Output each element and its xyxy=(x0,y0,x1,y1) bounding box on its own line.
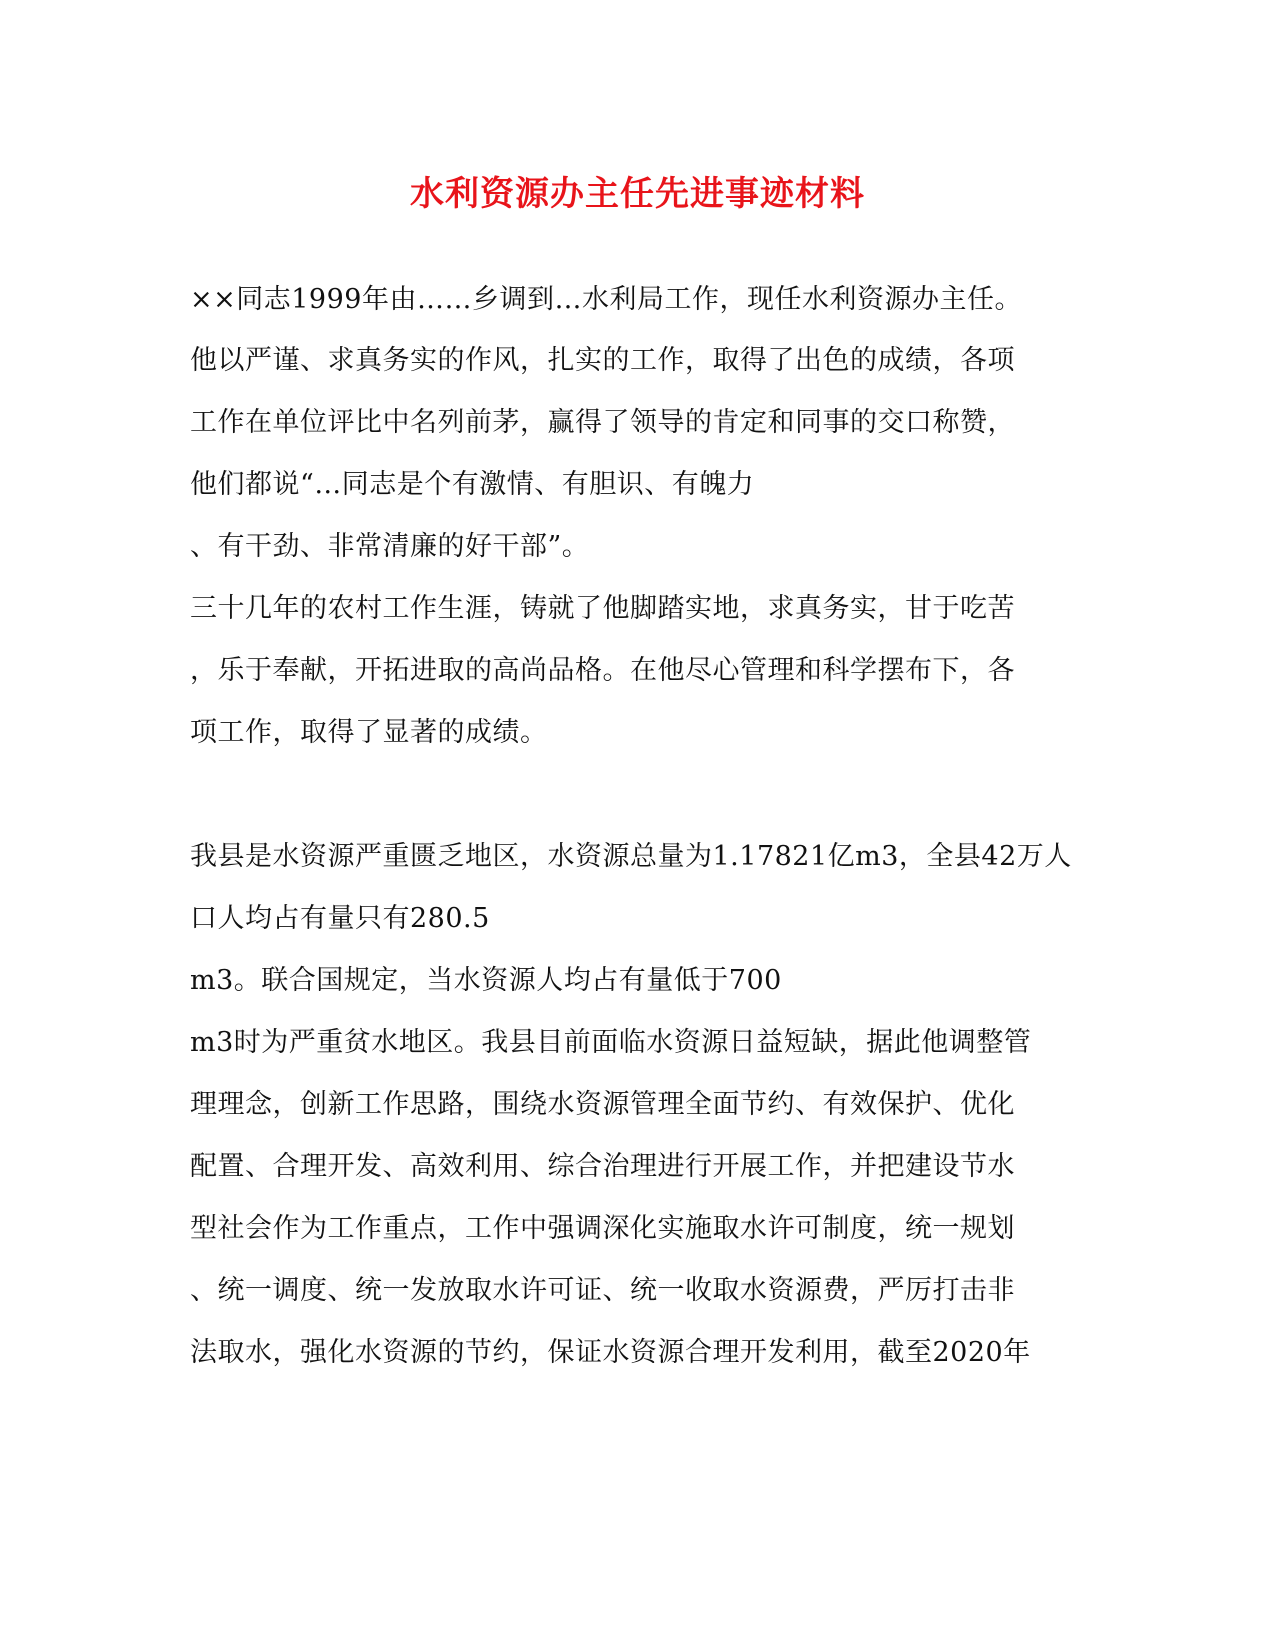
document-title: 水利资源办主任先进事迹材料 xyxy=(410,174,865,214)
body-line: 他以严谨、求真务实的作风，扎实的工作，取得了出色的成绩，各项 xyxy=(190,345,1015,376)
body-line: ，乐于奉献，开拓进取的高尚品格。在他尽心管理和科学摆布下，各 xyxy=(190,655,1015,686)
body-line: 我县是水资源严重匮乏地区，水资源总量为1.17821亿m3，全县42万人 xyxy=(190,841,1072,872)
body-line: ××同志1999年由……乡调到…水利局工作，现任水利资源办主任。 xyxy=(190,284,1022,315)
body-line: m3时为严重贫水地区。我县目前面临水资源日益短缺，据此他调整管 xyxy=(190,1027,1032,1058)
body-line: 工作在单位评比中名列前茅，赢得了领导的肯定和同事的交口称赞， xyxy=(190,407,1015,438)
body-line: m3。联合国规定，当水资源人均占有量低于700 xyxy=(190,965,782,996)
body-line: 他们都说“…同志是个有激情、有胆识、有魄力 xyxy=(190,469,755,500)
body-line: 型社会作为工作重点，工作中强调深化实施取水许可制度，统一规划 xyxy=(190,1213,1015,1244)
body-line: 口人均占有量只有280.5 xyxy=(190,903,490,934)
body-line: 、有干劲、非常清廉的好干部”。 xyxy=(190,531,590,562)
body-line: 法取水，强化水资源的节约，保证水资源合理开发利用，截至2020年 xyxy=(190,1337,1031,1368)
body-line: 项工作，取得了显著的成绩。 xyxy=(190,717,548,748)
body-line: 配置、合理开发、高效利用、综合治理进行开展工作，并把建设节水 xyxy=(190,1151,1015,1182)
body-line: 、统一调度、统一发放取水许可证、统一收取水资源费，严厉打击非 xyxy=(190,1275,1015,1306)
body-line: 理理念，创新工作思路，围绕水资源管理全面节约、有效保护、优化 xyxy=(190,1089,1015,1120)
body-line: 三十几年的农村工作生涯，铸就了他脚踏实地，求真务实，甘于吃苦 xyxy=(190,593,1015,624)
